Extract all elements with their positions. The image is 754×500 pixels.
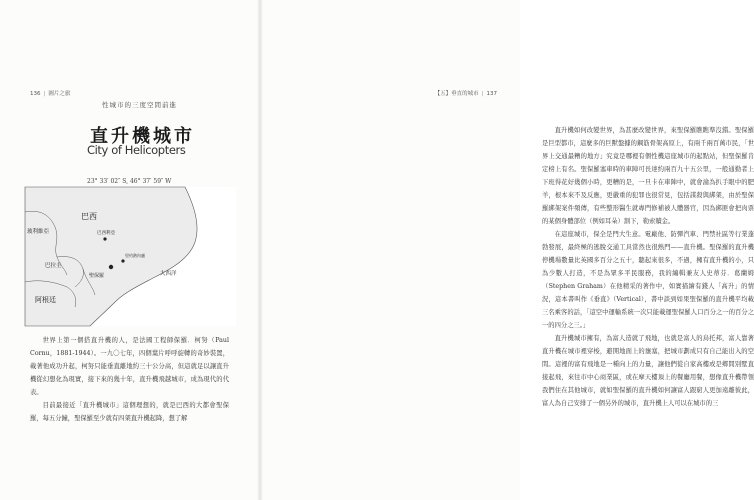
label-bolivia: 玻利維亞	[27, 229, 50, 235]
label-atlantic: 大西洋	[160, 271, 177, 277]
book-gutter	[257, 0, 263, 500]
chapter-subtitle: 性城市的三度空間前進	[102, 101, 177, 109]
right-page	[260, 0, 754, 500]
folio-separator: |	[481, 91, 484, 97]
label-argentina: 阿根廷	[35, 296, 56, 304]
label-brasilia: 巴西利亞	[97, 231, 115, 236]
gps-coordinates: 23° 33′ 02″ S, 46° 37′ 59″ W	[87, 178, 172, 185]
marker-sao-paulo	[109, 265, 113, 269]
running-head: 圖片之旅	[48, 91, 71, 97]
body-paragraph: 在這座城市，保全是門大生意。電廠他、防彈汽車、門禁社區等行業蓬勃發展，最終極的逃脫交通工具當然也很熱門——直升機。聖保羅的直升機停機場數量比英國多百分之五十，聽起來很多，不過，擁有直升機的小，只為少數人打造，不是為眾多平民服務，我的編輯兼友人史蒂芬．葛蘭姆（Stephen Graham）在他精采的著作中，如實描繪有錢人「高升」的情況，這本書叫作《垂直》（Vertical），書中談到如果聖保羅的直升機平均載三名乘客的話，「這空中運輸系統一次只能載運聖保羅人口百分之一的百分之一的四分之三。」	[542, 231, 754, 329]
south-america-map	[25, 187, 236, 326]
left-body-text	[30, 334, 229, 425]
right-folio	[435, 89, 497, 97]
body-paragraph: 直升機如何改變世界，為甚麼改變世界，來聖保羅瞧瞧準沒錯。聖保羅是巨型都市，這麼多的巨獸盤據的鋼筋骨架高原上，有兩千兩百萬市民，「世界上交通最糟的地方」究竟是哪裡有個性機這座城市的起點站，但聖保羅肯定榜上有名。聖保羅塞車時的車陣可長達約兩百九十五公里，一般通勤者上下班得花好幾個小時，更糟的是，一旦卡在車陣中，就會淪為扒手眼中的肥羊，根本來不及反應，更嚴重的犯罪也很常見，包括謀殺與綁架，由於聖保羅綁架案件頻傳，有些整形醫生就專門修補被人體器官，因為綁匪會把肉票的某個身體部位（例如耳朵）割下，勒索贖金。	[542, 127, 754, 225]
body-paragraph: 直升機城市擁有，為富人造就了飛地，也就是富人的烏托邦，富人靠著直升機在城市裡穿梭，避開地面上的壅塞，把城市劃成只有自己能出入的空間。這裡的富有飛地是一種向上的力量，讓他們從自家高樓或是鄉間別墅直接起飛，來往市中心商業區，或在摩天樓頂上的餐廳用餐，想像直升機帶領我們住在其他城市，就如聖保羅的直升機如何讓富人跟窮人更加遠離彼此，富人為自己安排了一個另外的城市，直升機上人可以在城市的三	[542, 335, 754, 407]
label-sao-paulo: 聖保羅	[89, 273, 105, 279]
left-folio	[30, 89, 70, 97]
label-rio: 里約熱內盧	[125, 253, 145, 258]
page-number: 136	[30, 91, 41, 97]
section-title-english: City of Helicopters	[87, 143, 186, 157]
folio-separator: |	[43, 91, 46, 97]
label-brazil: 巴西	[81, 212, 97, 221]
right-body-text	[542, 124, 754, 410]
body-paragraph: 目前最接近「直升機城市」這個理想的，就是巴西的大都會聖保羅，每五分鐘，聖保羅至少就有四架直升機起降，想了解	[30, 402, 229, 422]
left-page	[0, 0, 260, 500]
page-number: 137	[486, 91, 497, 97]
marker-brasilia	[103, 237, 106, 240]
running-head: 【五】垂直的城市	[434, 91, 479, 97]
section-title-chinese: 直升機城市	[90, 126, 195, 147]
body-paragraph: 世界上第一個搭直升機的人，是法國工程師保羅．柯努（Paul Cornu，1881-1944）。一九〇七年，四個葉片呼呼旋轉的奇妙裝置，載著他成功升起，柯努只能垂直離地約三十公分高，但這就足以讓直升機從幻想化為現實，接下來的幾十年，直升機飛越城市，成為現代的代表。	[30, 337, 229, 396]
map-illustration	[25, 187, 236, 326]
marker-rio	[121, 259, 124, 262]
label-paraguay: 巴拉圭	[45, 263, 62, 269]
